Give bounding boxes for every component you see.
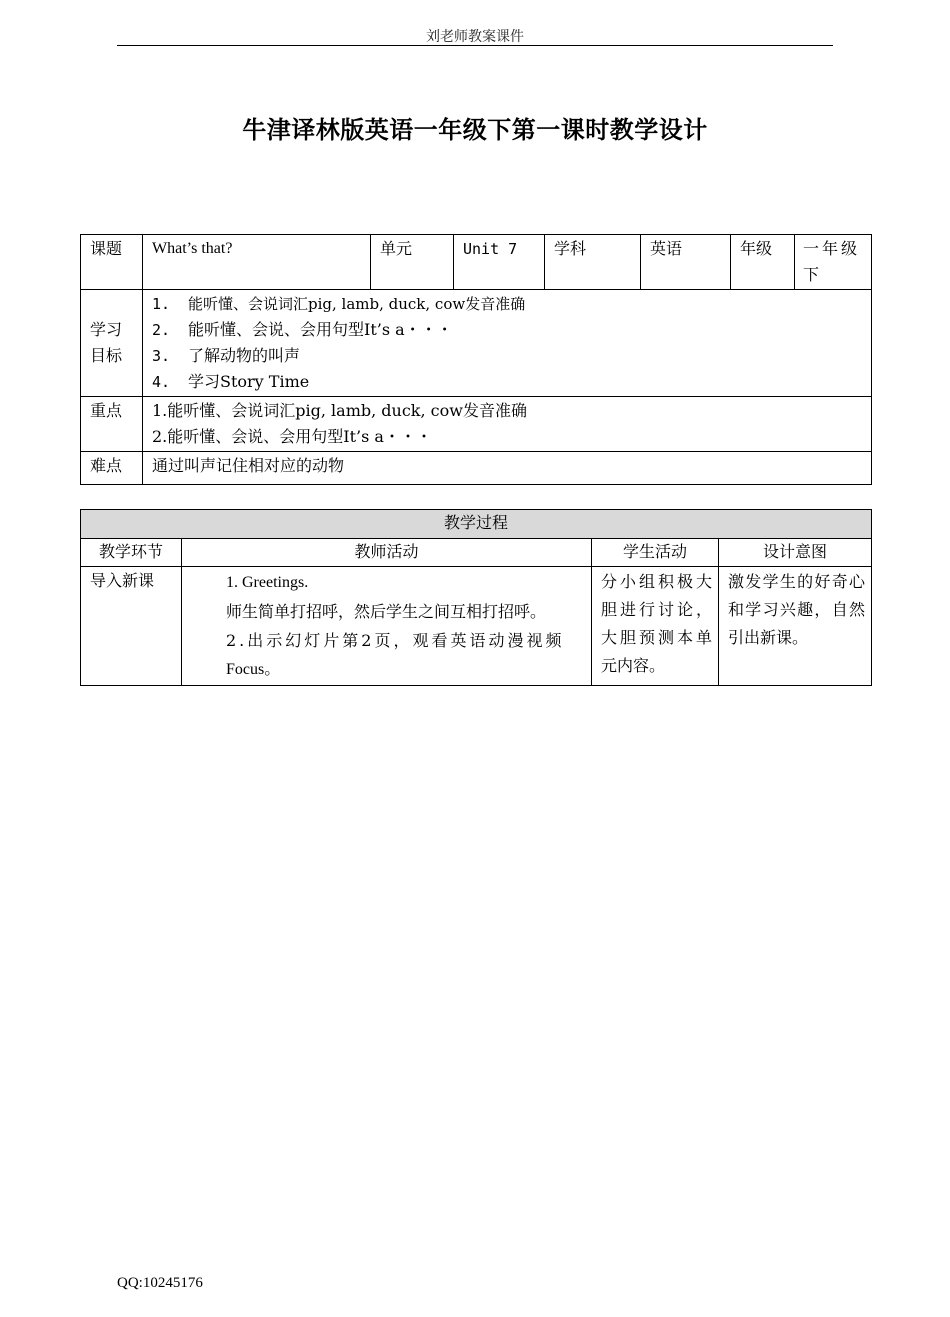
difficulty-value: 通过叫声记住相对应的动物	[143, 452, 872, 485]
unit-value: Unit 7	[454, 235, 545, 290]
goal-text: 能听懂、会说词汇pig, lamb, duck, cow发音准确	[188, 295, 526, 313]
topic-value: What’s that?	[143, 235, 371, 290]
key-point-item: 1.能听懂、会说词汇pig, lamb, duck, cow发音准确	[152, 401, 527, 420]
unit-label: 单元	[371, 235, 454, 290]
stage-cell: 导入新课	[81, 567, 182, 686]
goal-item	[152, 317, 862, 343]
lesson-info-table	[80, 234, 872, 485]
grade-label: 年级	[731, 235, 795, 290]
student-activity-cell: 分小组积极大胆进行讨论，大胆预测本单元内容。	[592, 567, 719, 686]
page-footer: QQ:10245176	[117, 1275, 203, 1291]
teaching-process-table	[80, 509, 872, 686]
table-row	[81, 567, 872, 686]
column-header-intent: 设计意图	[719, 539, 872, 567]
goal-text: 了解动物的叫声	[188, 346, 301, 365]
column-header-student: 学生活动	[592, 539, 719, 567]
goal-item	[152, 343, 862, 369]
subject-label: 学科	[545, 235, 641, 290]
goal-number: 2.	[152, 321, 171, 339]
goal-number: 1.	[152, 295, 171, 313]
page-header: 刘老师教案课件	[426, 29, 524, 45]
goals-label: 学习目标	[81, 290, 143, 397]
goal-text: 学习Story Time	[188, 372, 310, 391]
topic-label: 课题	[81, 235, 143, 290]
process-heading: 教学过程	[81, 510, 872, 539]
goal-item	[152, 369, 862, 395]
design-intent-cell: 激发学生的好奇心和学习兴趣，自然引出新课。	[719, 567, 872, 686]
key-point-item: 2.能听懂、会说、会用句型It’s a・・・	[152, 427, 432, 446]
teacher-line: 2.出示幻灯片第2页，观看英语动漫视频	[226, 631, 565, 650]
teacher-line: 1. Greetings.	[226, 574, 309, 591]
teacher-line: 师生简单打招呼，然后学生之间互相打招呼。	[226, 602, 547, 621]
goal-number: 4.	[152, 373, 171, 391]
document-title: 牛津译林版英语一年级下第一课时教学设计	[242, 115, 708, 144]
teacher-activity-cell	[182, 567, 592, 686]
header-rule	[117, 45, 833, 46]
key-points-label: 重点	[81, 397, 143, 452]
column-header-stage: 教学环节	[81, 539, 182, 567]
goal-number: 3.	[152, 347, 171, 365]
key-points-list	[143, 397, 872, 452]
teacher-line: Focus。	[226, 661, 281, 678]
subject-value: 英语	[641, 235, 731, 290]
goal-text: 能听懂、会说、会用句型It’s a・・・	[188, 320, 453, 339]
grade-value: 一年级下	[795, 235, 872, 290]
difficulty-label: 难点	[81, 452, 143, 485]
column-header-teacher: 教师活动	[182, 539, 592, 567]
goal-item	[152, 291, 862, 317]
goals-list	[143, 290, 872, 397]
